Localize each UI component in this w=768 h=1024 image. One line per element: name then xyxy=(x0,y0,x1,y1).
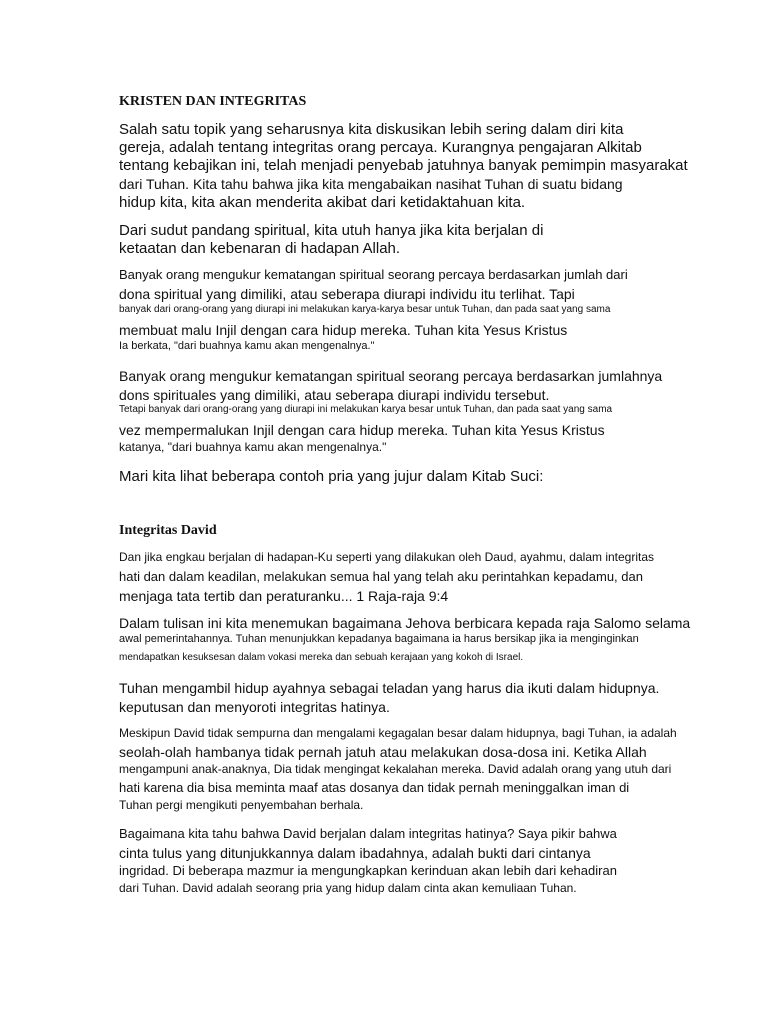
intro-line: dari Tuhan. Kita tahu bahwa jika kita mengabaikan nasihat Tuhan di suatu bidang xyxy=(119,176,623,192)
paragraph-line: Tuhan pergi mengikuti penyembahan berhala. xyxy=(119,798,364,812)
paragraph-line: hati dan dalam keadilan, melakukan semua hal yang telah aku perintahkan kepadamu, dan xyxy=(119,569,643,584)
paragraph-line: mengampuni anak-anaknya, Dia tidak mengingat kekalahan mereka. David adalah orang yang utuh dari xyxy=(119,762,672,776)
paragraph-line: cinta tulus yang ditunjukkannya dalam ibadahnya, adalah bukti dari cintanya xyxy=(119,845,591,861)
paragraph-line: hati karena dia bisa meminta maaf atas dosanya dan tidak pernah meninggalkan iman di xyxy=(119,780,630,795)
paragraph-line: Dari sudut pandang spiritual, kita utuh hanya jika kita berjalan di xyxy=(119,222,544,239)
paragraph-line: Tetapi banyak dari orang-orang yang diurapi ini melakukan karya besar untuk Tuhan, dan pada saat yang sama xyxy=(119,404,613,415)
intro-line: Salah satu topik yang seharusnya kita diskusikan lebih sering dalam diri kita xyxy=(119,121,624,138)
paragraph-line: Ia berkata, "dari buahnya kamu akan mengenalnya." xyxy=(119,340,375,352)
paragraph-line: Bagaimana kita tahu bahwa David berjalan dalam integritas hatinya? Saya pikir bahwa xyxy=(119,826,617,841)
paragraph-line: seolah-olah hambanya tidak pernah jatuh atau melakukan dosa-dosa ini. Ketika Allah xyxy=(119,744,647,760)
paragraph-line: dons spirituales yang dimiliki, atau seberapa diurapi individu tersebut. xyxy=(119,387,550,403)
paragraph-line: menjaga tata tertib dan peraturanku... 1 Raja-raja 9:4 xyxy=(119,588,449,604)
paragraph-line: dari Tuhan. David adalah seorang pria yang hidup dalam cinta akan kemuliaan Tuhan. xyxy=(119,881,577,895)
intro-line: tentang kebajikan ini, telah menjadi penyebab jatuhnya banyak pemimpin masyarakat xyxy=(119,157,688,174)
paragraph-line: Dan jika engkau berjalan di hadapan-Ku seperti yang dilakukan oleh Daud, ayahmu, dalam integritas xyxy=(119,550,655,564)
paragraph-line: Mari kita lihat beberapa contoh pria yang jujur dalam Kitab Suci: xyxy=(119,468,544,485)
paragraph-line: Dalam tulisan ini kita menemukan bagaimana Jehova berbicara kepada raja Salomo selama xyxy=(119,615,691,631)
paragraph-line: Meskipun David tidak sempurna dan mengalami kegagalan besar dalam hidupnya, bagi Tuhan, ia adalah xyxy=(119,726,677,740)
paragraph-line: Banyak orang mengukur kematangan spiritual seorang percaya berdasarkan jumlahnya xyxy=(119,368,663,384)
paragraph-line: membuat malu Injil dengan cara hidup mereka. Tuhan kita Yesus Kristus xyxy=(119,322,568,338)
paragraph-line: keputusan dan menyoroti integritas hatinya. xyxy=(119,699,390,715)
intro-line: hidup kita, kita akan menderita akibat dari ketidaktahuan kita. xyxy=(119,194,526,211)
paragraph-line: Banyak orang mengukur kematangan spiritual seorang percaya berdasarkan jumlah dari xyxy=(119,267,628,282)
intro-line: gereja, adalah tentang integritas orang percaya. Kurangnya pengajaran Alkitab xyxy=(119,139,642,156)
paragraph-line: banyak dari orang-orang yang diurapi ini melakukan karya-karya besar untuk Tuhan, dan pada saat yang sama xyxy=(119,304,611,315)
paragraph-line: awal pemerintahannya. Tuhan menunjukkan kepadanya bagaimana ia harus bersikap jika ia menginginkan xyxy=(119,633,639,645)
paragraph-line: vez mempermalukan Injil dengan cara hidup mereka. Tuhan kita Yesus Kristus xyxy=(119,422,605,438)
paragraph-line: mendapatkan kesuksesan dalam vokasi mereka dan sebuah kerajaan yang kokoh di Israel. xyxy=(119,652,524,663)
document-title: KRISTEN DAN INTEGRITAS xyxy=(119,94,307,109)
paragraph-line: ingridad. Di beberapa mazmur ia mengungkapkan kerinduan akan lebih dari kehadiran xyxy=(119,863,617,878)
section-heading: Integritas David xyxy=(119,523,217,538)
paragraph-line: dona spiritual yang dimiliki, atau seberapa diurapi individu itu terlihat. Tapi xyxy=(119,286,575,302)
paragraph-line: ketaatan dan kebenaran di hadapan Allah. xyxy=(119,240,401,257)
paragraph-line: katanya, "dari buahnya kamu akan mengenalnya." xyxy=(119,440,387,454)
paragraph-line: Tuhan mengambil hidup ayahnya sebagai teladan yang harus dia ikuti dalam hidupnya. xyxy=(119,680,660,696)
